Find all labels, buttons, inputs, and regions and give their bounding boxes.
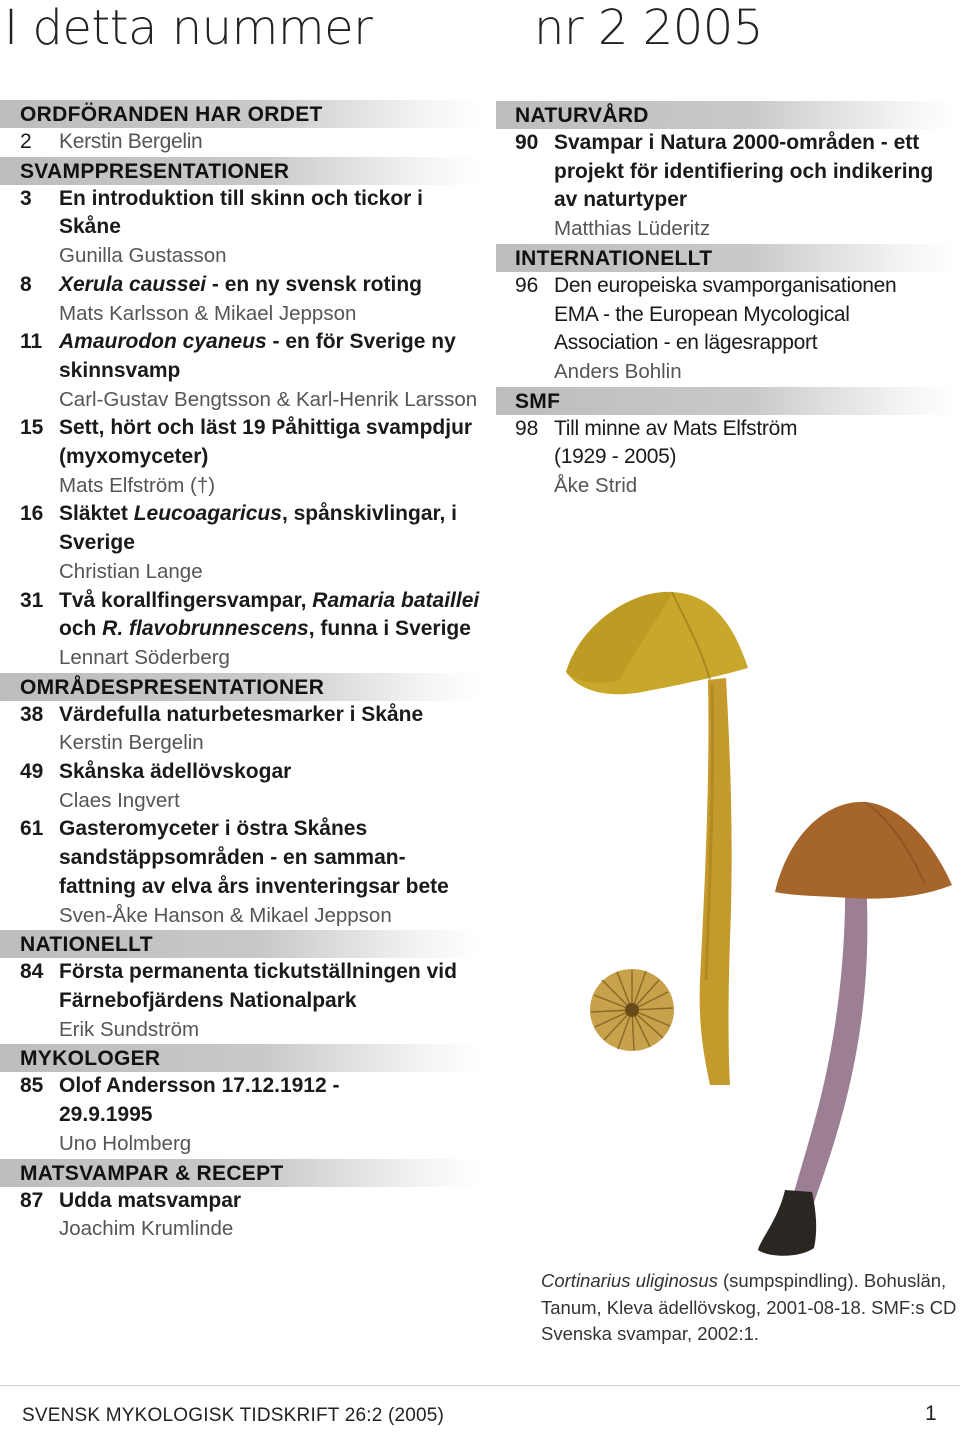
page-number-footer: 1 bbox=[925, 1402, 937, 1425]
entry-title bbox=[59, 500, 480, 557]
entry-title bbox=[59, 328, 480, 385]
entry-author: Claes Ingvert bbox=[59, 788, 180, 812]
page-number: 87 bbox=[20, 1188, 44, 1212]
entry-author: Christian Lange bbox=[59, 559, 203, 583]
toc-entry[interactable] bbox=[0, 414, 480, 500]
species-name: R. flavobrunnescens bbox=[102, 617, 309, 641]
section-heading: INTERNATIONELLT bbox=[496, 244, 956, 272]
entry-author: Joachim Krumlinde bbox=[59, 1217, 234, 1241]
page-number: 2 bbox=[20, 130, 32, 153]
toc-entry[interactable] bbox=[0, 271, 480, 328]
entry-title: Den europeiska svamporganisationen EMA - the European Mycological Association - en lägesrapport bbox=[554, 273, 897, 355]
caption-text: (sumpspindling). Bohuslän, Tanum, Kleva ädellövskog, 2001-08-18. SMF:s CD Svenska svampar, 2002:1. bbox=[541, 1270, 957, 1344]
section-heading: SMF bbox=[496, 387, 956, 415]
entry-author: Mats Karlsson & Mikael Jeppson bbox=[59, 301, 357, 325]
entry-author: Kerstin Bergelin bbox=[59, 731, 204, 755]
toc-entry[interactable] bbox=[0, 128, 480, 157]
page-number: 61 bbox=[20, 817, 44, 841]
section-heading: NATURVÅRD bbox=[496, 101, 956, 129]
page-number: 15 bbox=[20, 416, 44, 440]
species-name: Amaurodon cyaneus bbox=[59, 330, 267, 354]
toc-entry[interactable] bbox=[0, 958, 480, 1044]
entry-title: Skånska ädellövskogar bbox=[59, 760, 292, 784]
section-heading: SVAMPPRESENTATIONER bbox=[0, 157, 480, 185]
entry-title: Olof Andersson 17.12.1912 - 29.9.1995 bbox=[59, 1074, 340, 1127]
issue-number: nr 2 2005 bbox=[534, 0, 763, 56]
toc-entry[interactable] bbox=[496, 415, 956, 501]
toc-entry[interactable] bbox=[0, 185, 480, 271]
entry-title: Udda matsvampar bbox=[59, 1188, 242, 1212]
entry-title: Svampar i Natura 2000-områden - ett projekt för identifiering och indikering av naturtyper bbox=[554, 131, 934, 212]
page-number: 38 bbox=[20, 702, 44, 726]
section-heading: ORDFÖRANDEN HAR ORDET bbox=[0, 100, 480, 128]
entry-title bbox=[59, 587, 480, 644]
entry-author: Erik Sundström bbox=[59, 1017, 200, 1041]
title-text: , funna i Sverige bbox=[308, 617, 471, 641]
entry-title: En introduktion till skinn och tickor i Skåne bbox=[59, 186, 424, 239]
entry-author: Matthias Lüderitz bbox=[554, 217, 711, 241]
title-text: Två korallfingersvampar, bbox=[59, 588, 313, 612]
page-number: 49 bbox=[20, 760, 44, 784]
toc-entry[interactable] bbox=[0, 758, 480, 815]
entry-author: Kerstin Bergelin bbox=[59, 130, 203, 153]
page-number: 84 bbox=[20, 960, 44, 984]
entry-title: Till minne av Mats Elfström (1929 - 2005) bbox=[554, 416, 798, 469]
entry-author: Carl-Gustav Bengtsson & Karl-Henrik Larsson bbox=[59, 387, 478, 411]
entry-author: Åke Strid bbox=[554, 474, 638, 498]
entry-title bbox=[59, 271, 480, 300]
section-heading: MYKOLOGER bbox=[0, 1044, 480, 1072]
page-number: 11 bbox=[20, 330, 43, 354]
entry-title: Värdefulla naturbetesmarker i Skåne bbox=[59, 702, 424, 726]
section-heading: OMRÅDESPRESENTATIONER bbox=[0, 673, 480, 701]
toc-entry[interactable] bbox=[0, 1072, 480, 1158]
entry-title: Första permanenta tickutställningen vid Färnebofjärdens Nationalpark bbox=[59, 960, 457, 1012]
page-number: 3 bbox=[20, 186, 32, 210]
photo-caption bbox=[541, 1268, 959, 1348]
toc-entry[interactable] bbox=[496, 129, 956, 244]
toc-entry[interactable] bbox=[0, 587, 480, 673]
page-number: 8 bbox=[20, 272, 32, 296]
toc-entry[interactable] bbox=[0, 815, 480, 930]
title-text: - en för Sverige ny skinnsvamp bbox=[59, 330, 456, 382]
journal-name: SVENSK MYKOLOGISK TIDSKRIFT 26:2 (2005) bbox=[22, 1405, 445, 1426]
section-heading: NATIONELLT bbox=[0, 930, 480, 958]
species-name: Xerula caussei bbox=[59, 272, 207, 296]
entry-author: Sven-Åke Hanson & Mikael Jeppson bbox=[59, 903, 392, 927]
entry-title: Sett, hört och läst 19 Påhittiga svampdjur (myxomyceter) bbox=[59, 416, 473, 469]
title-text: Släktet bbox=[59, 502, 134, 526]
toc-right-column bbox=[496, 101, 956, 501]
title-text: och bbox=[59, 617, 103, 641]
toc-entry[interactable] bbox=[0, 328, 480, 414]
entry-author: Gunilla Gustasson bbox=[59, 244, 227, 268]
toc-entry[interactable] bbox=[0, 1187, 480, 1244]
page-number: 96 bbox=[515, 273, 539, 297]
species-name: Ramaria bataillei bbox=[312, 588, 480, 612]
toc-left-column bbox=[0, 100, 480, 1244]
entry-author: Anders Bohlin bbox=[554, 359, 682, 383]
page-number: 16 bbox=[20, 502, 44, 526]
title-text: - en ny svensk roting bbox=[206, 272, 422, 296]
page-number: 31 bbox=[20, 588, 44, 612]
footer-divider bbox=[0, 1385, 960, 1386]
section-heading: MATSVAMPAR & RECEPT bbox=[0, 1159, 480, 1187]
entry-author: Mats Elfström (†) bbox=[59, 473, 216, 497]
toc-entry[interactable] bbox=[0, 701, 480, 758]
page-title: I detta nummer bbox=[4, 0, 373, 56]
entry-author: Uno Holmberg bbox=[59, 1131, 192, 1155]
entry-title: Gasteromyceter i östra Skånes sandstäppsområden - en samman-fattning av elva års inventeringsar bete bbox=[59, 817, 449, 898]
toc-entry[interactable] bbox=[496, 272, 956, 387]
species-name: Cortinarius uliginosus bbox=[541, 1270, 718, 1291]
page-number: 98 bbox=[515, 416, 539, 440]
entry-author: Lennart Söderberg bbox=[59, 645, 230, 669]
species-name: Leucoagaricus bbox=[133, 502, 282, 526]
toc-entry[interactable] bbox=[0, 500, 480, 586]
page-number: 85 bbox=[20, 1074, 44, 1098]
page-number: 90 bbox=[515, 131, 539, 154]
mushroom-photo bbox=[560, 580, 960, 1260]
title-text: , spånskivlingar, i Sverige bbox=[59, 502, 458, 555]
